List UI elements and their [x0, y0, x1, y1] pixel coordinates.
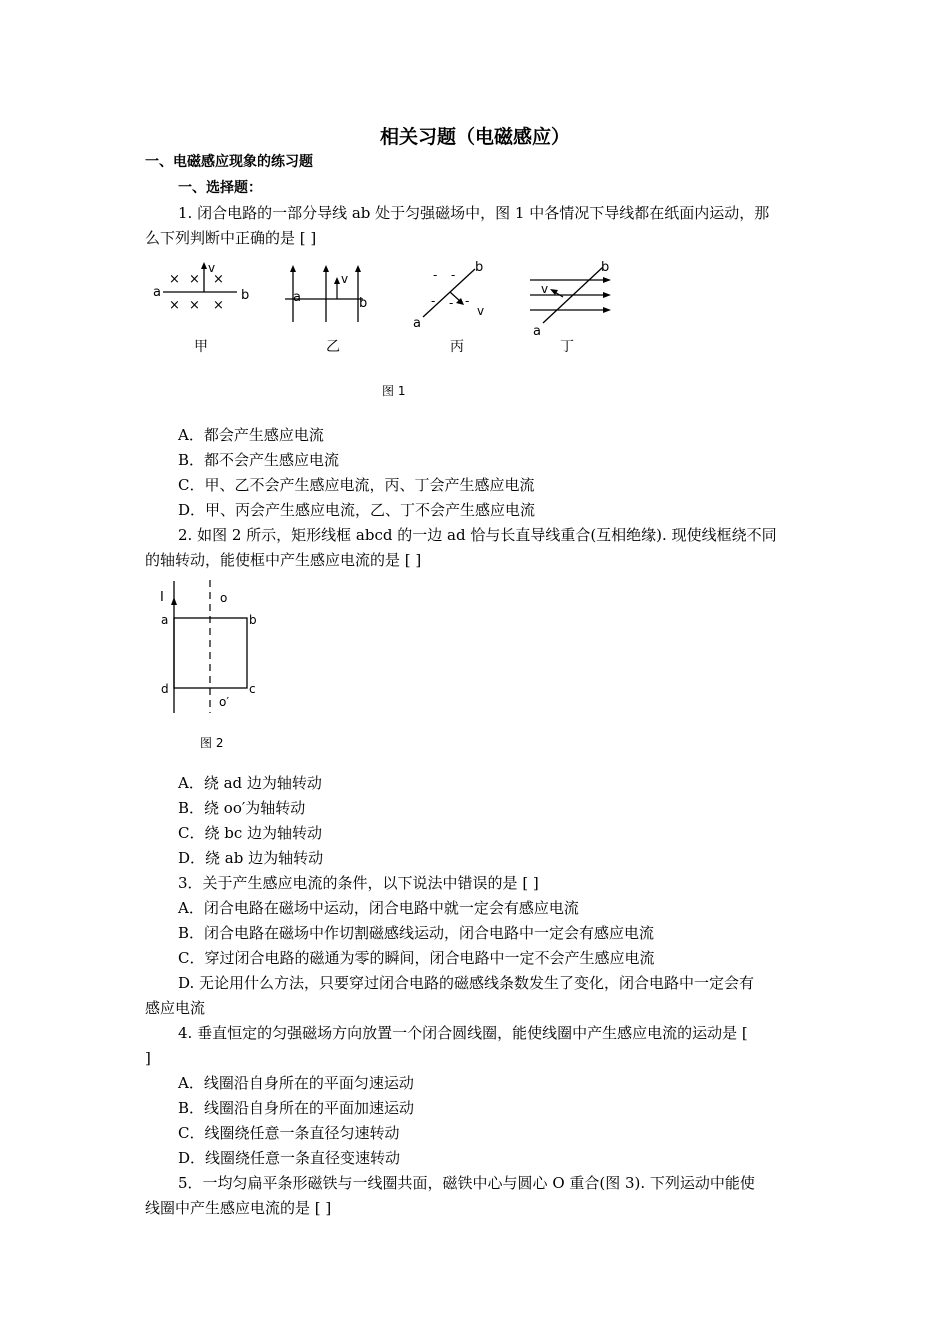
- q1-option-c: C．甲、乙不会产生感应电流，丙、丁会产生感应电流: [178, 476, 535, 494]
- svg-text:-: -: [451, 268, 456, 282]
- fig2-label-d: d: [161, 682, 169, 696]
- q2-option-c: C．绕 bc 边为轴转动: [178, 824, 323, 842]
- q3-text: 3．关于产生感应电流的条件，以下说法中错误的是 [ ]: [178, 874, 539, 892]
- q3-option-d-line1: D. 无论用什么方法，只要穿过闭合电路的磁感线条数发生了变化，闭合电路中一定会有: [178, 974, 755, 992]
- q5-text-line2: 线圈中产生感应电流的是 [ ]: [145, 1199, 332, 1217]
- fig1-ding-label-a: a: [533, 324, 541, 339]
- fig2-caption: 图 2: [200, 736, 224, 750]
- figure-2: [150, 575, 280, 720]
- q1-option-b: B．都不会产生感应电流: [178, 451, 340, 469]
- q1-option-d: D．甲、丙会产生感应电流，乙、丁不会产生感应电流: [178, 501, 536, 519]
- section-heading: 一、电磁感应现象的练习题: [145, 154, 313, 170]
- fig1-ding-label-b: b: [601, 260, 610, 275]
- q3-option-a: A．闭合电路在磁场中运动，闭合电路中就一定会有感应电流: [178, 899, 579, 917]
- svg-text:-: -: [465, 294, 470, 308]
- fig1-ding-label-v: v: [541, 282, 549, 296]
- fig1-panel-label-jia: 甲: [194, 339, 208, 355]
- q3-option-c: C．穿过闭合电路的磁通为零的瞬间，闭合电路中一定不会产生感应电流: [178, 949, 655, 967]
- svg-text:-: -: [431, 294, 436, 308]
- fig1-yi-label-a: a: [293, 290, 301, 305]
- fig1-caption: 图 1: [382, 384, 406, 398]
- q4-option-b: B．线圈沿自身所在的平面加速运动: [178, 1099, 415, 1117]
- svg-text:×: ×: [189, 272, 200, 287]
- q1-option-a: A．都会产生感应电流: [178, 426, 324, 444]
- fig1-panel-yi: [285, 265, 367, 322]
- q2-text-line2: 的轴转动，能使框中产生感应电流的是 [ ]: [145, 551, 422, 569]
- fig1-yi-label-v: v: [341, 272, 349, 286]
- fig1-panel-label-ding: 丁: [560, 339, 574, 355]
- q5-text-line1: 5．一均匀扁平条形磁铁与一线圈共面，磁铁中心与圆心 O 重合(图 3). 下列运动中能使: [178, 1174, 755, 1192]
- fig1-bing-label-b: b: [475, 260, 484, 275]
- svg-text:×: ×: [169, 298, 180, 313]
- q2-option-d: D．绕 ab 边为轴转动: [178, 849, 324, 867]
- q4-option-d: D．线圈绕任意一条直径变速转动: [178, 1149, 401, 1167]
- svg-text:×: ×: [213, 272, 224, 287]
- q2-option-a: A．绕 ad 边为轴转动: [178, 774, 322, 792]
- svg-text:×: ×: [189, 298, 200, 313]
- svg-text:×: ×: [213, 298, 224, 313]
- q1-text-line1: 1. 闭合电路的一部分导线 ab 处于匀强磁场中，图 1 中各情况下导线都在纸面内运动，那: [178, 204, 770, 222]
- page-title: 相关习题（电磁感应）: [379, 126, 570, 148]
- fig2-label-c: c: [249, 682, 256, 696]
- fig1-panel-label-bing: 丙: [450, 339, 464, 355]
- q1-text-line2: 么下列判断中正确的是 [ ]: [145, 229, 317, 247]
- fig1-bing-label-a: a: [413, 316, 421, 331]
- q2-text-line1: 2. 如图 2 所示，矩形线框 abcd 的一边 ad 恰与长直导线重合(互相绝缘). 现使线框绕不同: [178, 526, 777, 544]
- q4-option-c: C．线圈绕任意一条直径匀速转动: [178, 1124, 400, 1142]
- fig1-jia-label-a: a: [153, 285, 161, 300]
- q3-option-b: B．闭合电路在磁场中作切割磁感线运动，闭合电路中一定会有感应电流: [178, 924, 655, 942]
- q4-text-line2: ]: [145, 1049, 151, 1067]
- subsection-heading: 一、选择题：: [178, 180, 262, 196]
- fig1-yi-label-b: b: [359, 296, 368, 311]
- fig2-label-o-prime: o′: [219, 695, 230, 709]
- svg-text:×: ×: [169, 272, 180, 287]
- q3-option-d-line2: 感应电流: [145, 999, 206, 1017]
- fig1-panel-jia: [153, 261, 249, 313]
- svg-text:-: -: [433, 268, 438, 282]
- fig1-bing-label-v: v: [477, 304, 485, 318]
- fig2-label-a: a: [161, 613, 169, 627]
- fig1-jia-label-b: b: [241, 288, 250, 303]
- fig2-label-I: I: [160, 590, 164, 605]
- svg-text:-: -: [449, 296, 454, 310]
- q4-text-line1: 4. 垂直恒定的匀强磁场方向放置一个闭合圆线圈，能使线圈中产生感应电流的运动是 [: [178, 1024, 748, 1042]
- fig1-panel-bing: [413, 260, 484, 331]
- fig1-panel-label-yi: 乙: [326, 339, 340, 355]
- fig1-panel-ding: [530, 260, 611, 339]
- fig2-label-b: b: [249, 613, 257, 627]
- q2-option-b: B．绕 oo′为轴转动: [178, 799, 306, 817]
- fig2-label-o: o: [220, 591, 228, 605]
- q4-option-a: A．线圈沿自身所在的平面匀速运动: [178, 1074, 414, 1092]
- fig1-jia-label-v: v: [208, 261, 216, 275]
